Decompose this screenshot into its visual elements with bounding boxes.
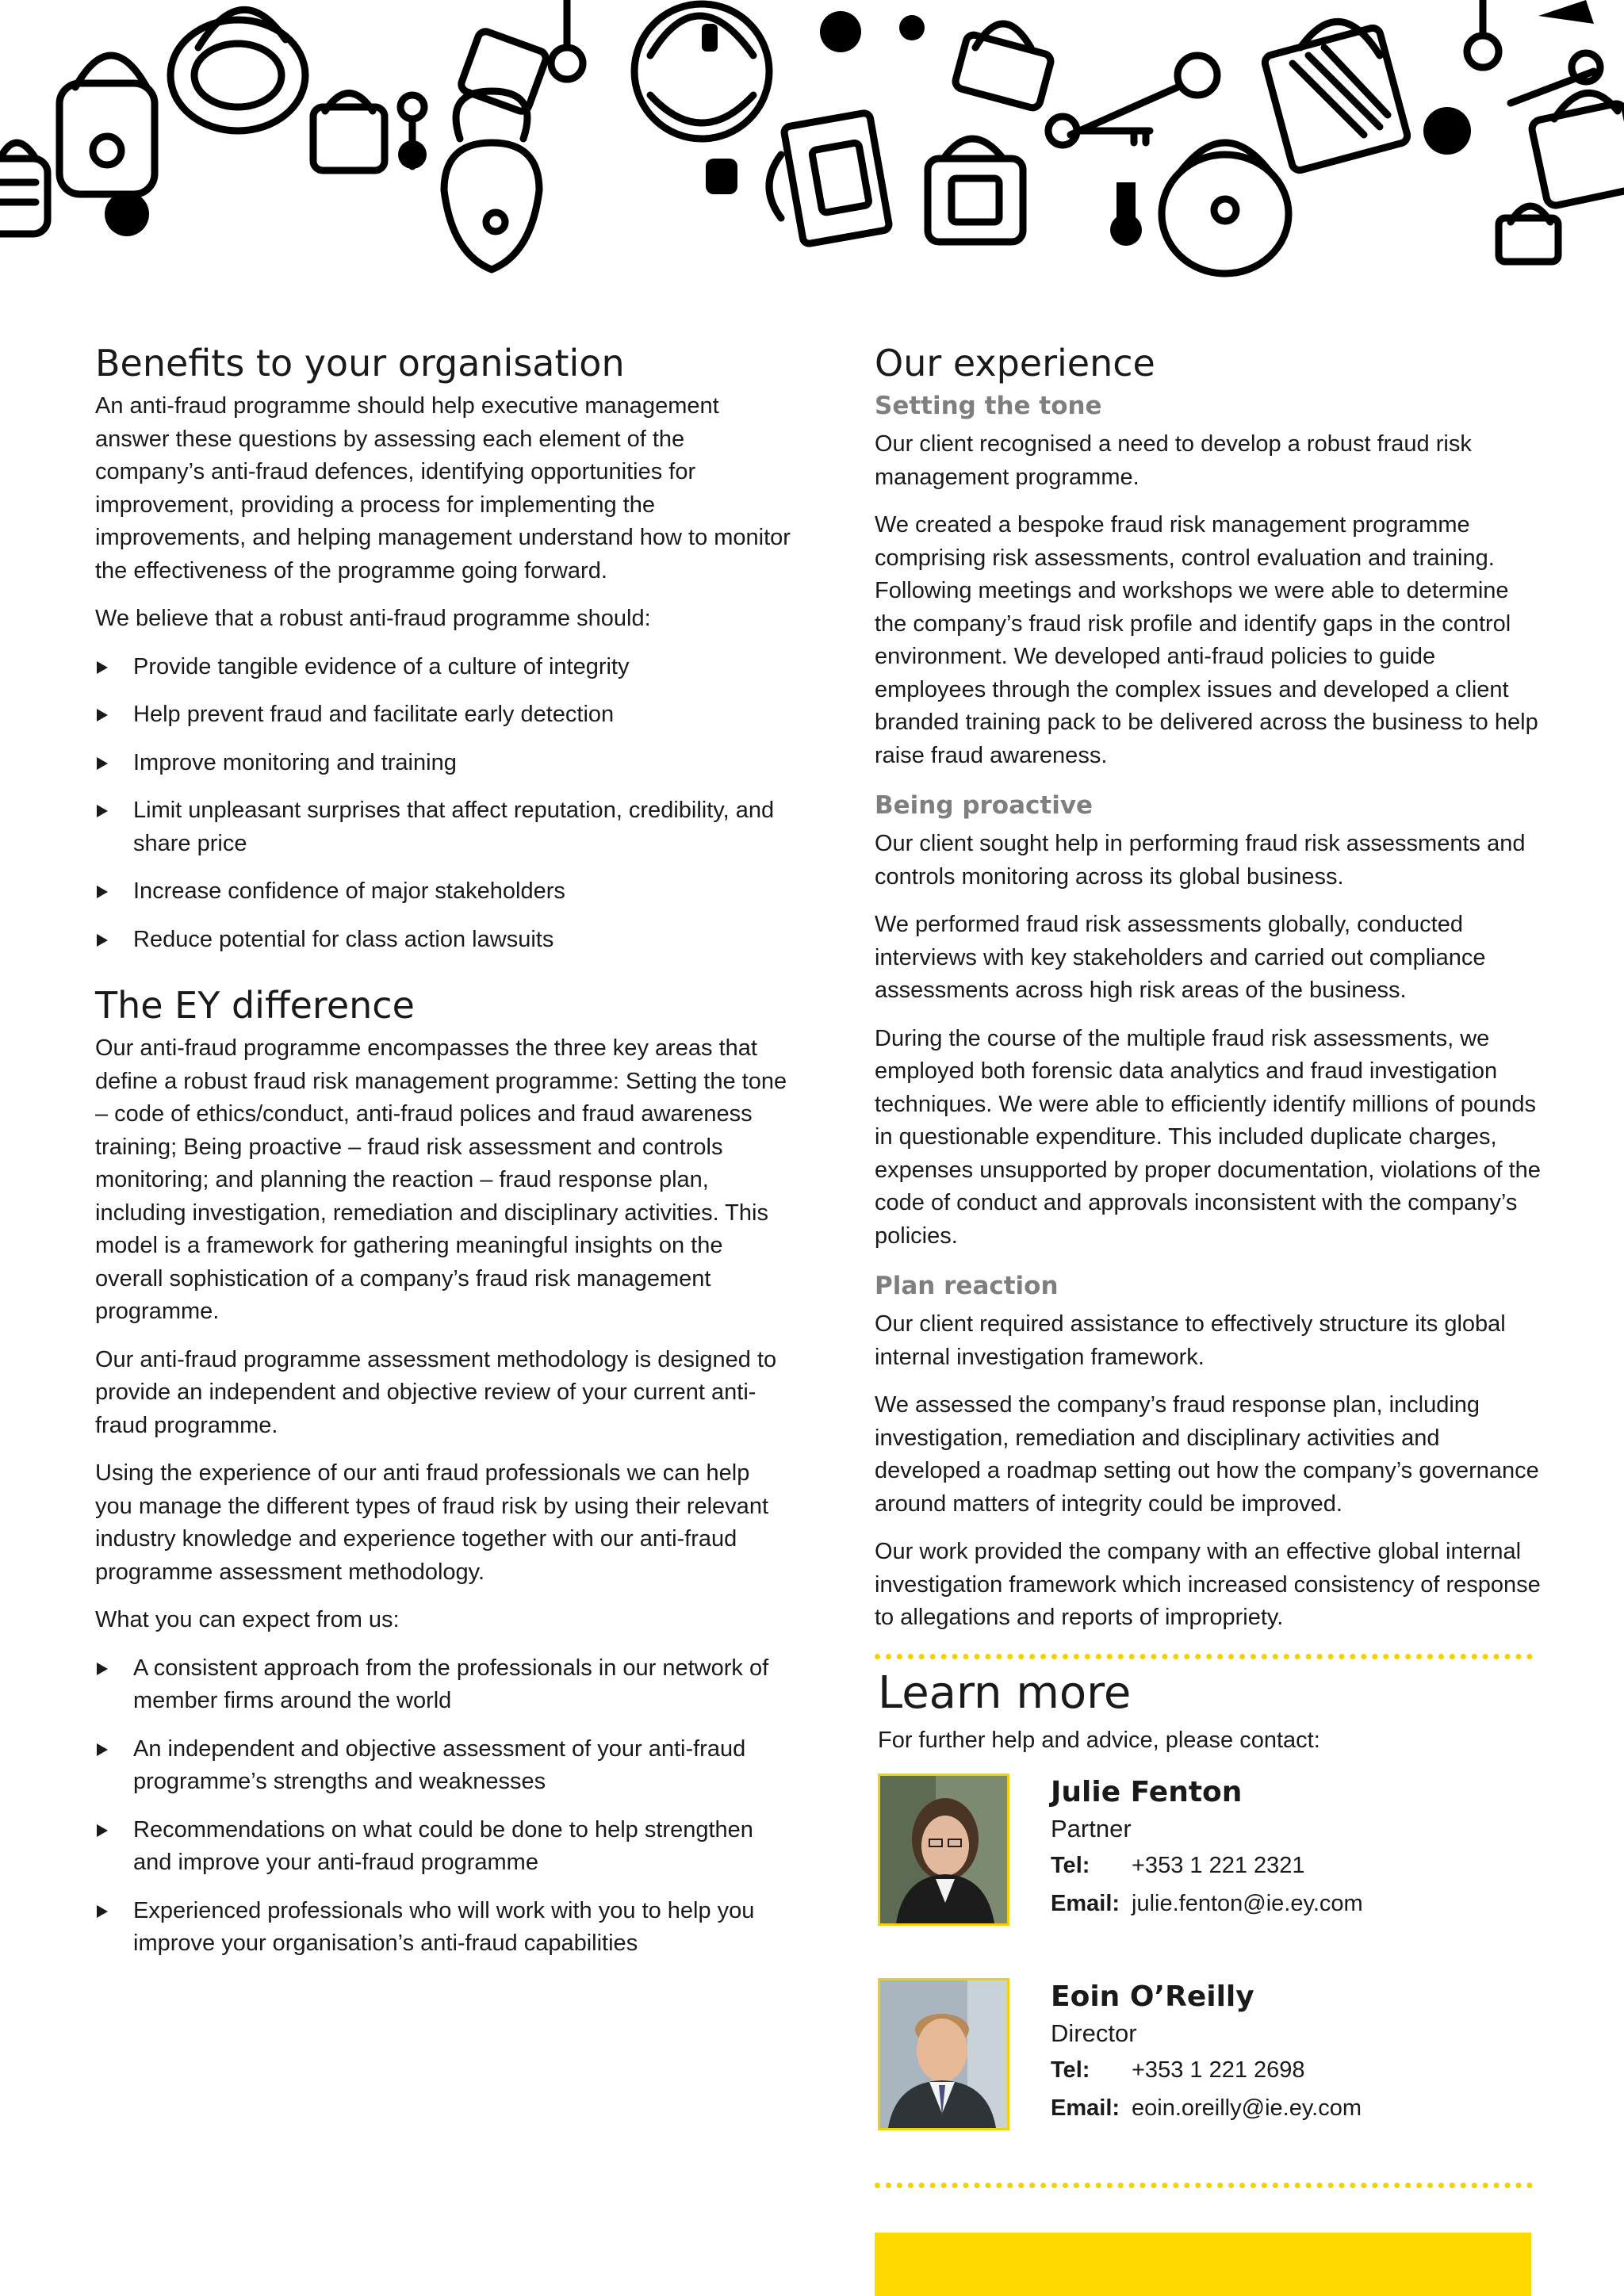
contact-email[interactable]: eoin.oreilly@ie.ey.com	[1132, 2095, 1362, 2121]
expectations-list	[95, 1652, 793, 1961]
contact-tel-row	[1051, 1846, 1363, 1885]
experience-paragraph: We assessed the company’s fraud response plan, including investigation, remediation and disciplinary activities and developed a roadmap setting out how the company’s governance around matters of integrity could be improved.	[875, 1392, 1539, 1517]
contact-details	[1051, 1978, 1362, 2127]
right-column	[875, 341, 1541, 2188]
list-item: Reduce potential for class action lawsuits	[95, 924, 793, 957]
bullet-arrow-icon	[97, 1824, 108, 1837]
being-proactive-heading: Being proactive	[875, 791, 1094, 820]
contact-email[interactable]: julie.fenton@ie.ey.com	[1132, 1890, 1363, 1916]
contact-details	[1051, 1774, 1363, 1923]
bullet-arrow-icon	[97, 805, 108, 817]
list-item: Limit unpleasant surprises that affect reputation, credibility, and share price	[95, 794, 793, 860]
left-column	[95, 341, 793, 1983]
experience-heading: Our experience	[875, 342, 1155, 385]
list-item: Increase confidence of major stakeholders	[95, 875, 793, 909]
padlocks-keys-illustration	[0, 0, 1624, 301]
experience-paragraph: Our client sought help in performing fraud risk assessments and controls monitoring across its global business.	[875, 831, 1526, 890]
email-label: Email:	[1051, 1890, 1120, 1916]
tel-label: Tel:	[1051, 1852, 1090, 1878]
ey-difference-paragraph: Using the experience of our anti fraud professionals we can help you manage the different types of fraud risk by using their relevant industry knowledge and experience together with our anti-fraud programme assessment methodology.	[95, 1460, 769, 1585]
benefits-lead: We believe that a robust anti-fraud programme should:	[95, 606, 651, 631]
tel-label: Tel:	[1051, 2057, 1090, 2083]
contact-tel-row	[1051, 2051, 1362, 2089]
experience-paragraph: During the course of the multiple fraud risk assessments, we employed both forensic data analytics and fraud investigation techniques. We were able to efficiently identify millions of pounds in questionable expenditure. This included duplicate charges, expenses unsupported by proper documentation, violations of the code of conduct and approvals inconsistent with the company’s policies.	[875, 1025, 1541, 1249]
ey-difference-heading: The EY difference	[95, 984, 415, 1027]
benefits-list	[95, 651, 793, 957]
avatar	[878, 1978, 1009, 2130]
bullet-arrow-icon	[97, 934, 108, 947]
bullet-arrow-icon	[97, 709, 108, 721]
bullet-arrow-icon	[97, 661, 108, 674]
contact-role: Partner	[1051, 1814, 1132, 1843]
bullet-arrow-icon	[97, 1743, 108, 1756]
experience-paragraph: We performed fraud risk assessments globally, conducted interviews with key stakeholders and carried out compliance assessments across high risk areas of the business.	[875, 912, 1486, 1003]
email-label: Email:	[1051, 2095, 1120, 2121]
bullet-arrow-icon	[97, 1663, 108, 1675]
contact-email-row	[1051, 2089, 1362, 2127]
portrait-photo-icon	[880, 1776, 1007, 1923]
bullet-arrow-icon	[97, 886, 108, 898]
portrait-photo-icon	[880, 1980, 1007, 2128]
dotted-divider	[875, 1654, 1533, 1659]
contact-role: Director	[1051, 2019, 1137, 2047]
learn-more-heading: Learn more	[878, 1667, 1132, 1719]
experience-paragraph: Our client recognised a need to develop a robust fraud risk management programme.	[875, 431, 1472, 490]
list-item: An independent and objective assessment of your anti-fraud programme’s strengths and weaknesses	[95, 1733, 793, 1799]
contact-name: Eoin O’Reilly	[1051, 1980, 1254, 2013]
learn-more-intro: For further help and advice, please contact:	[878, 1727, 1320, 1753]
list-item: Experienced professionals who will work with you to help you improve your organisation’s anti-fraud capabilities	[95, 1895, 793, 1961]
experience-paragraph: Our client required assistance to effectively structure its global internal investigation framework.	[875, 1311, 1506, 1370]
benefits-heading: Benefits to your organisation	[95, 342, 625, 385]
list-item: A consistent approach from the professionals in our network of member firms around the world	[95, 1652, 793, 1718]
plan-reaction-heading: Plan reaction	[875, 1272, 1059, 1300]
contact-card	[875, 1774, 1541, 1932]
experience-paragraph: We created a bespoke fraud risk management programme comprising risk assessments, control evaluation and training. Following meetings and workshops we were able to determine the company’s fraud risk profile and identify gaps in the control environment. We developed anti-fraud policies to guide employees through the complex issues and developed a client branded training pack to be delivered across the business to help raise fraud awareness.	[875, 512, 1538, 768]
learn-more-panel	[875, 1654, 1541, 2188]
experience-paragraph: Our work provided the company with an effective global internal investigation framework which increased consistency of response to allegations and reports of impropriety.	[875, 1539, 1541, 1630]
setting-tone-heading: Setting the tone	[875, 392, 1102, 420]
contact-email-row	[1051, 1885, 1363, 1923]
bullet-arrow-icon	[97, 757, 108, 770]
list-item: Help prevent fraud and facilitate early detection	[95, 698, 793, 732]
contact-tel: +353 1 221 2321	[1132, 1852, 1305, 1878]
list-item: Improve monitoring and training	[95, 747, 793, 780]
ey-difference-paragraph: Our anti-fraud programme encompasses the three key areas that define a robust fraud risk management programme: Setting the tone – code of ethics/conduct, anti-fraud polices and fraud awareness training; Being proactive – fraud risk assessment and controls monitoring; and planning the reaction – fraud response plan, including investigation, remediation and disciplinary activities. This model is a framework for gathering meaningful insights on the overall sophistication of a company’s fraud risk management programme.	[95, 1035, 787, 1324]
ey-difference-paragraph: Our anti-fraud programme assessment methodology is designed to provide an independent and objective review of your current anti-fraud programme.	[95, 1346, 777, 1438]
bullet-arrow-icon	[97, 1905, 108, 1918]
benefits-intro: An anti-fraud programme should help executive management answer these questions by assessing each element of the company’s anti-fraud defences, identifying opportunities for improvement, providing a process for implementing the improvements, and helping management understand how to monitor the effectiveness of the programme going forward.	[95, 393, 791, 584]
avatar	[878, 1774, 1009, 1926]
ey-difference-lead: What you can expect from us:	[95, 1607, 400, 1632]
contact-name: Julie Fenton	[1051, 1775, 1243, 1808]
list-item: Recommendations on what could be done to help strengthen and improve your anti-fraud programme	[95, 1814, 793, 1880]
contact-tel: +353 1 221 2698	[1132, 2057, 1305, 2083]
list-item: Provide tangible evidence of a culture of integrity	[95, 651, 793, 684]
accent-bar	[875, 2233, 1531, 2296]
dotted-divider	[875, 2183, 1533, 2188]
contact-card	[875, 1978, 1541, 2137]
